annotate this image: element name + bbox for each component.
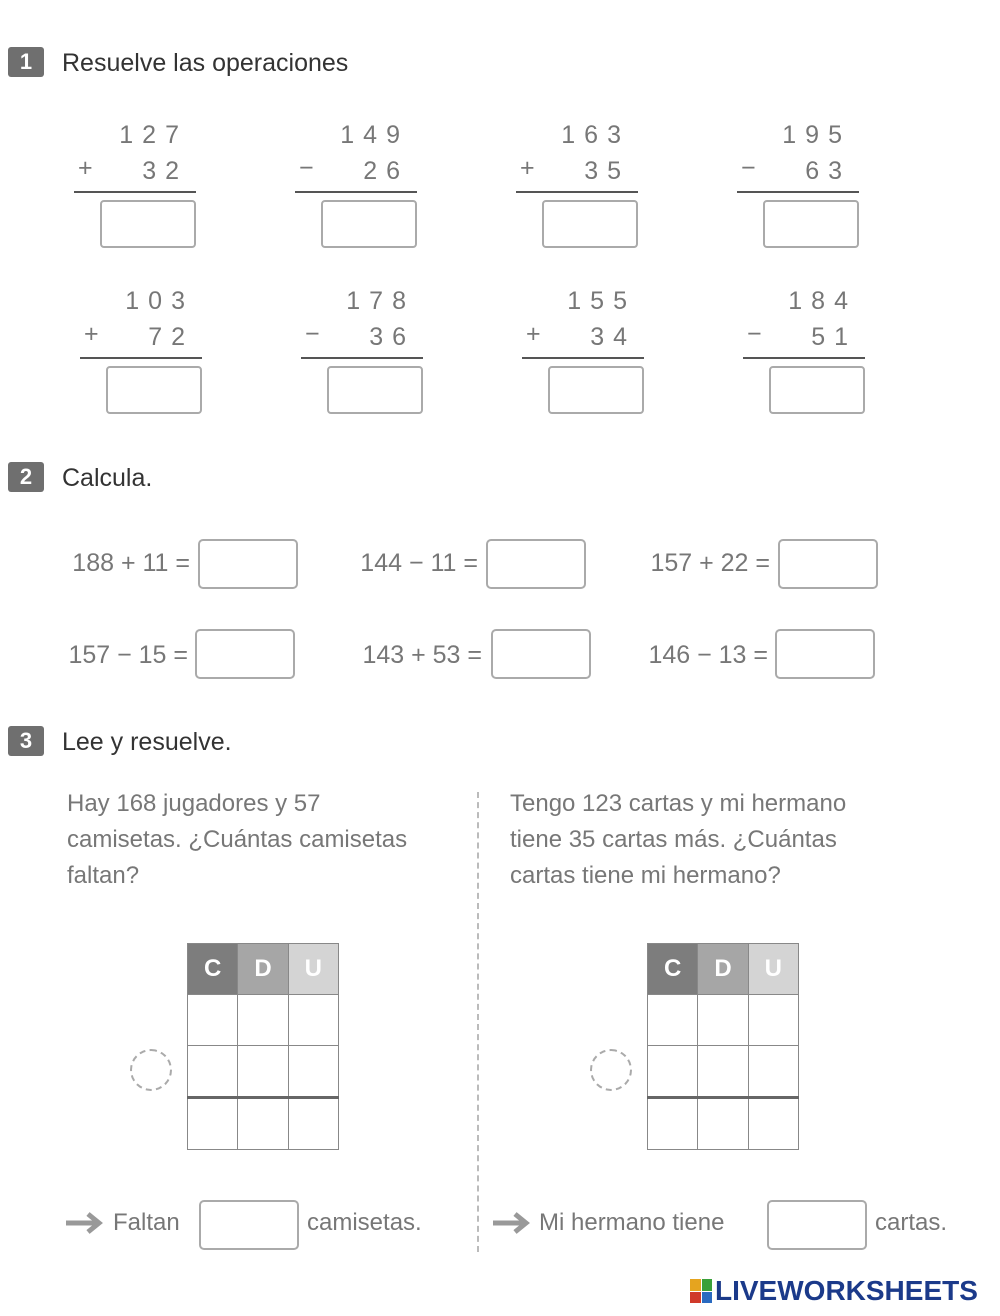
- operation-7: [522, 287, 644, 422]
- sum-line: [522, 357, 644, 359]
- grid-cell[interactable]: [288, 995, 338, 1046]
- operation-4: [737, 121, 859, 256]
- operand-top: 149: [340, 121, 409, 149]
- operand-top: 178: [346, 287, 415, 315]
- equation-2: 144 − 11 =: [360, 549, 478, 577]
- section-1-title: Resuelve las operaciones: [62, 49, 349, 77]
- answer-box[interactable]: [548, 366, 644, 414]
- place-value-grid-2: [647, 943, 799, 1150]
- problem-1-line: faltan?: [67, 862, 140, 889]
- operator-sign: −: [305, 320, 320, 348]
- problem-1-text: [67, 786, 407, 894]
- grid-cell[interactable]: [698, 995, 748, 1046]
- operand-bottom: 35: [584, 157, 630, 185]
- answer-1-box[interactable]: [199, 1200, 299, 1250]
- grid-cell[interactable]: [288, 1046, 338, 1098]
- grid-cell[interactable]: [188, 1098, 238, 1150]
- section-1-number: 1: [8, 47, 44, 77]
- operand-bottom: 32: [142, 157, 188, 185]
- operator-sign: −: [741, 154, 756, 182]
- operator-sign: +: [78, 154, 93, 182]
- operand-bottom: 34: [590, 323, 636, 351]
- answer-box[interactable]: [542, 200, 638, 248]
- equation-6-answer-box[interactable]: [775, 629, 875, 679]
- answer-box[interactable]: [321, 200, 417, 248]
- operand-top: 195: [782, 121, 851, 149]
- answer-box[interactable]: [327, 366, 423, 414]
- operation-8: [743, 287, 865, 422]
- grid-cell[interactable]: [698, 1098, 748, 1150]
- operator-sign: +: [520, 154, 535, 182]
- grid-cell[interactable]: [288, 1098, 338, 1150]
- grid-cell[interactable]: [698, 1046, 748, 1098]
- operation-5: [80, 287, 202, 422]
- equation-5-answer-box[interactable]: [491, 629, 591, 679]
- answer-1-prefix: Faltan: [113, 1209, 180, 1236]
- operand-top: 155: [567, 287, 636, 315]
- operator-sign: +: [526, 320, 541, 348]
- operand-bottom: 51: [811, 323, 857, 351]
- problem-2-line: tiene 35 cartas más. ¿Cuántas: [510, 826, 837, 853]
- grid-cell[interactable]: [188, 1046, 238, 1098]
- grid-cell[interactable]: [648, 1046, 698, 1098]
- answer-box[interactable]: [106, 366, 202, 414]
- operator-sign: −: [299, 154, 314, 182]
- sum-line: [516, 191, 638, 193]
- equation-6: 146 − 13 =: [648, 641, 768, 669]
- section-2-number: 2: [8, 462, 44, 492]
- operand-bottom: 72: [148, 323, 194, 351]
- equation-2-answer-box[interactable]: [486, 539, 586, 589]
- equation-1: 188 + 11 =: [72, 549, 190, 577]
- operation-6: [301, 287, 423, 422]
- header-decenas: D: [238, 944, 288, 995]
- sum-line: [301, 357, 423, 359]
- answer-2-prefix: Mi hermano tiene: [539, 1209, 725, 1236]
- section-3-title: Lee y resuelve.: [62, 728, 232, 756]
- operation-3: [516, 121, 638, 256]
- answer-box[interactable]: [763, 200, 859, 248]
- answer-2-box[interactable]: [767, 1200, 867, 1250]
- sum-line: [743, 357, 865, 359]
- grid-cell[interactable]: [188, 995, 238, 1046]
- grid-cell[interactable]: [648, 1098, 698, 1150]
- answer-2-suffix: cartas.: [875, 1209, 948, 1236]
- operand-top: 103: [125, 287, 194, 315]
- grid-cell[interactable]: [748, 1046, 798, 1098]
- operation-1: [74, 121, 196, 256]
- sum-line: [80, 357, 202, 359]
- operand-top: 184: [788, 287, 857, 315]
- arrow-right-icon: [491, 1211, 531, 1235]
- problem-1-line: Hay 168 jugadores y 57: [67, 790, 321, 817]
- sum-line: [295, 191, 417, 193]
- sum-line: [737, 191, 859, 193]
- problem-2-line: cartas tiene mi hermano?: [510, 862, 781, 889]
- problem-2-text: [510, 786, 846, 894]
- equation-4-answer-box[interactable]: [195, 629, 295, 679]
- operator-sign: +: [84, 320, 99, 348]
- liveworksheets-logo: [690, 1276, 978, 1306]
- header-centenas: C: [648, 944, 698, 995]
- answer-1-suffix: camisetas.: [307, 1209, 422, 1236]
- header-decenas: D: [698, 944, 748, 995]
- operand-top: 127: [119, 121, 188, 149]
- problem-2-line: Tengo 123 cartas y mi hermano: [510, 790, 847, 817]
- section-3-number: 3: [8, 726, 44, 756]
- grid-cell[interactable]: [648, 995, 698, 1046]
- grid-cell[interactable]: [238, 1098, 288, 1150]
- grid-cell[interactable]: [748, 995, 798, 1046]
- operation-2: [295, 121, 417, 256]
- place-value-grid-1: [187, 943, 339, 1150]
- answer-box[interactable]: [769, 366, 865, 414]
- operand-bottom: 63: [805, 157, 851, 185]
- grid-cell[interactable]: [238, 995, 288, 1046]
- equation-3-answer-box[interactable]: [778, 539, 878, 589]
- equation-4: 157 − 15 =: [68, 641, 188, 669]
- logo-icon: [690, 1279, 712, 1303]
- grid-cell[interactable]: [238, 1046, 288, 1098]
- equation-5: 143 + 53 =: [362, 641, 482, 669]
- header-centenas: C: [188, 944, 238, 995]
- operand-bottom: 36: [369, 323, 415, 351]
- grid-cell[interactable]: [748, 1098, 798, 1150]
- equation-1-answer-box[interactable]: [198, 539, 298, 589]
- operator-sign: −: [747, 320, 762, 348]
- operand-bottom: 26: [363, 157, 409, 185]
- section-2-title: Calcula.: [62, 464, 153, 492]
- logo-text: LIVEWORKSHEETS: [715, 1275, 978, 1306]
- arrow-right-icon: [64, 1211, 104, 1235]
- equation-3: 157 + 22 =: [650, 549, 770, 577]
- header-unidades: U: [288, 944, 338, 995]
- operator-circle-2[interactable]: [590, 1049, 632, 1091]
- operator-circle-1[interactable]: [130, 1049, 172, 1091]
- operand-top: 163: [561, 121, 630, 149]
- answer-box[interactable]: [100, 200, 196, 248]
- column-divider: [477, 792, 479, 1252]
- header-unidades: U: [748, 944, 798, 995]
- problem-1-line: camisetas. ¿Cuántas camisetas: [67, 826, 408, 853]
- sum-line: [74, 191, 196, 193]
